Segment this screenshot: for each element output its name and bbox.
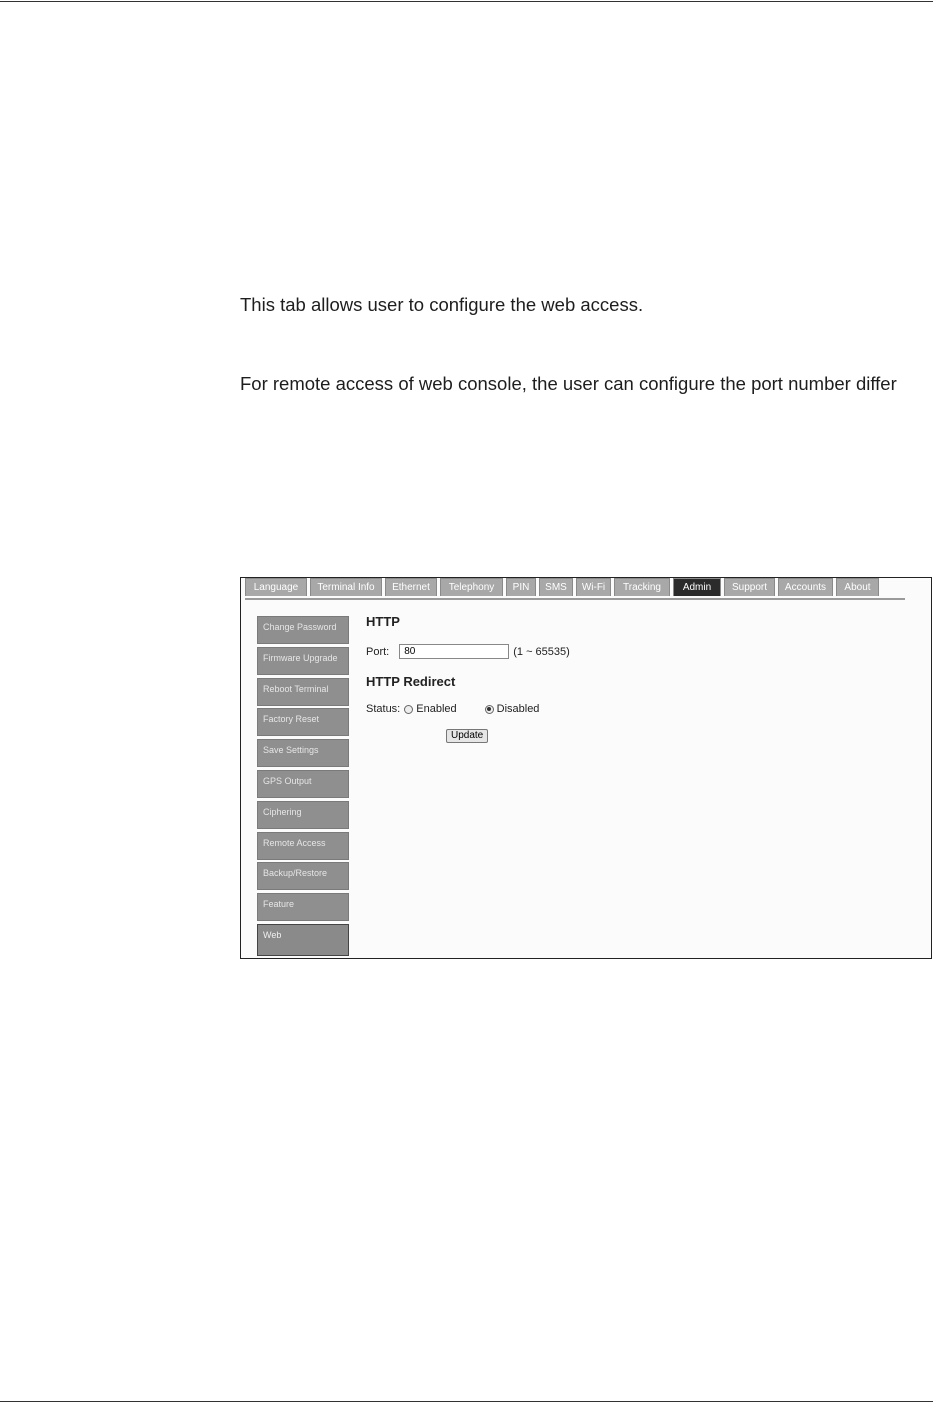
enabled-option[interactable] xyxy=(404,703,456,715)
sidebar-item-reboot-terminal[interactable]: Reboot Terminal xyxy=(257,678,349,706)
remote-access-paragraph: For remote access of web console, the user can configure the port number differ xyxy=(240,373,897,394)
sidebar-item-factory-reset[interactable]: Factory Reset xyxy=(257,708,349,736)
tab-admin[interactable]: Admin xyxy=(673,578,721,596)
intro-paragraph: This tab allows user to configure the web access. xyxy=(240,294,644,315)
enabled-label: Enabled xyxy=(416,703,457,715)
tab-terminal-info[interactable]: Terminal Info xyxy=(310,578,382,596)
admin-sidebar xyxy=(257,616,349,959)
tab-accounts[interactable]: Accounts xyxy=(778,578,833,596)
tab-about[interactable]: About xyxy=(836,578,879,596)
tab-ethernet[interactable]: Ethernet xyxy=(385,578,437,596)
sidebar-item-gps-output[interactable]: GPS Output xyxy=(257,770,349,798)
tab-tracking[interactable]: Tracking xyxy=(614,578,670,596)
sidebar-item-save-settings[interactable]: Save Settings xyxy=(257,739,349,767)
tab-bar xyxy=(245,578,905,600)
disabled-label: Disabled xyxy=(496,703,540,715)
web-settings-screenshot xyxy=(240,577,932,959)
tab-telephony[interactable]: Telephony xyxy=(440,578,503,596)
sidebar-item-ciphering[interactable]: Ciphering xyxy=(257,801,349,829)
sidebar-item-backup-restore[interactable]: Backup/Restore xyxy=(257,862,349,890)
port-label: Port: xyxy=(366,645,390,658)
tab-support[interactable]: Support xyxy=(724,578,775,596)
disabled-option[interactable] xyxy=(485,703,540,715)
update-button[interactable]: Update xyxy=(446,729,488,743)
port-row xyxy=(366,644,570,659)
tab-wifi[interactable]: Wi-Fi xyxy=(576,578,611,596)
disabled-radio[interactable] xyxy=(485,705,494,714)
sidebar-item-firmware-upgrade[interactable]: Firmware Upgrade xyxy=(257,647,349,675)
http-heading: HTTP xyxy=(366,614,400,629)
enabled-radio[interactable] xyxy=(404,705,413,714)
top-rule xyxy=(0,1,933,2)
port-range-hint: (1 ~ 65535) xyxy=(513,645,570,658)
sidebar-item-web[interactable]: Web xyxy=(257,924,349,956)
sidebar-item-change-password[interactable]: Change Password xyxy=(257,616,349,644)
redirect-status-row xyxy=(366,703,539,715)
tab-pin[interactable]: PIN xyxy=(506,578,536,596)
http-redirect-heading: HTTP Redirect xyxy=(366,674,456,689)
tab-sms[interactable]: SMS xyxy=(539,578,573,596)
sidebar-item-feature[interactable]: Feature xyxy=(257,893,349,921)
bottom-rule xyxy=(0,1401,933,1402)
tab-language[interactable]: Language xyxy=(245,578,307,596)
sidebar-item-remote-access[interactable]: Remote Access xyxy=(257,832,349,860)
port-input[interactable] xyxy=(399,644,509,659)
status-label: Status: xyxy=(366,703,401,715)
